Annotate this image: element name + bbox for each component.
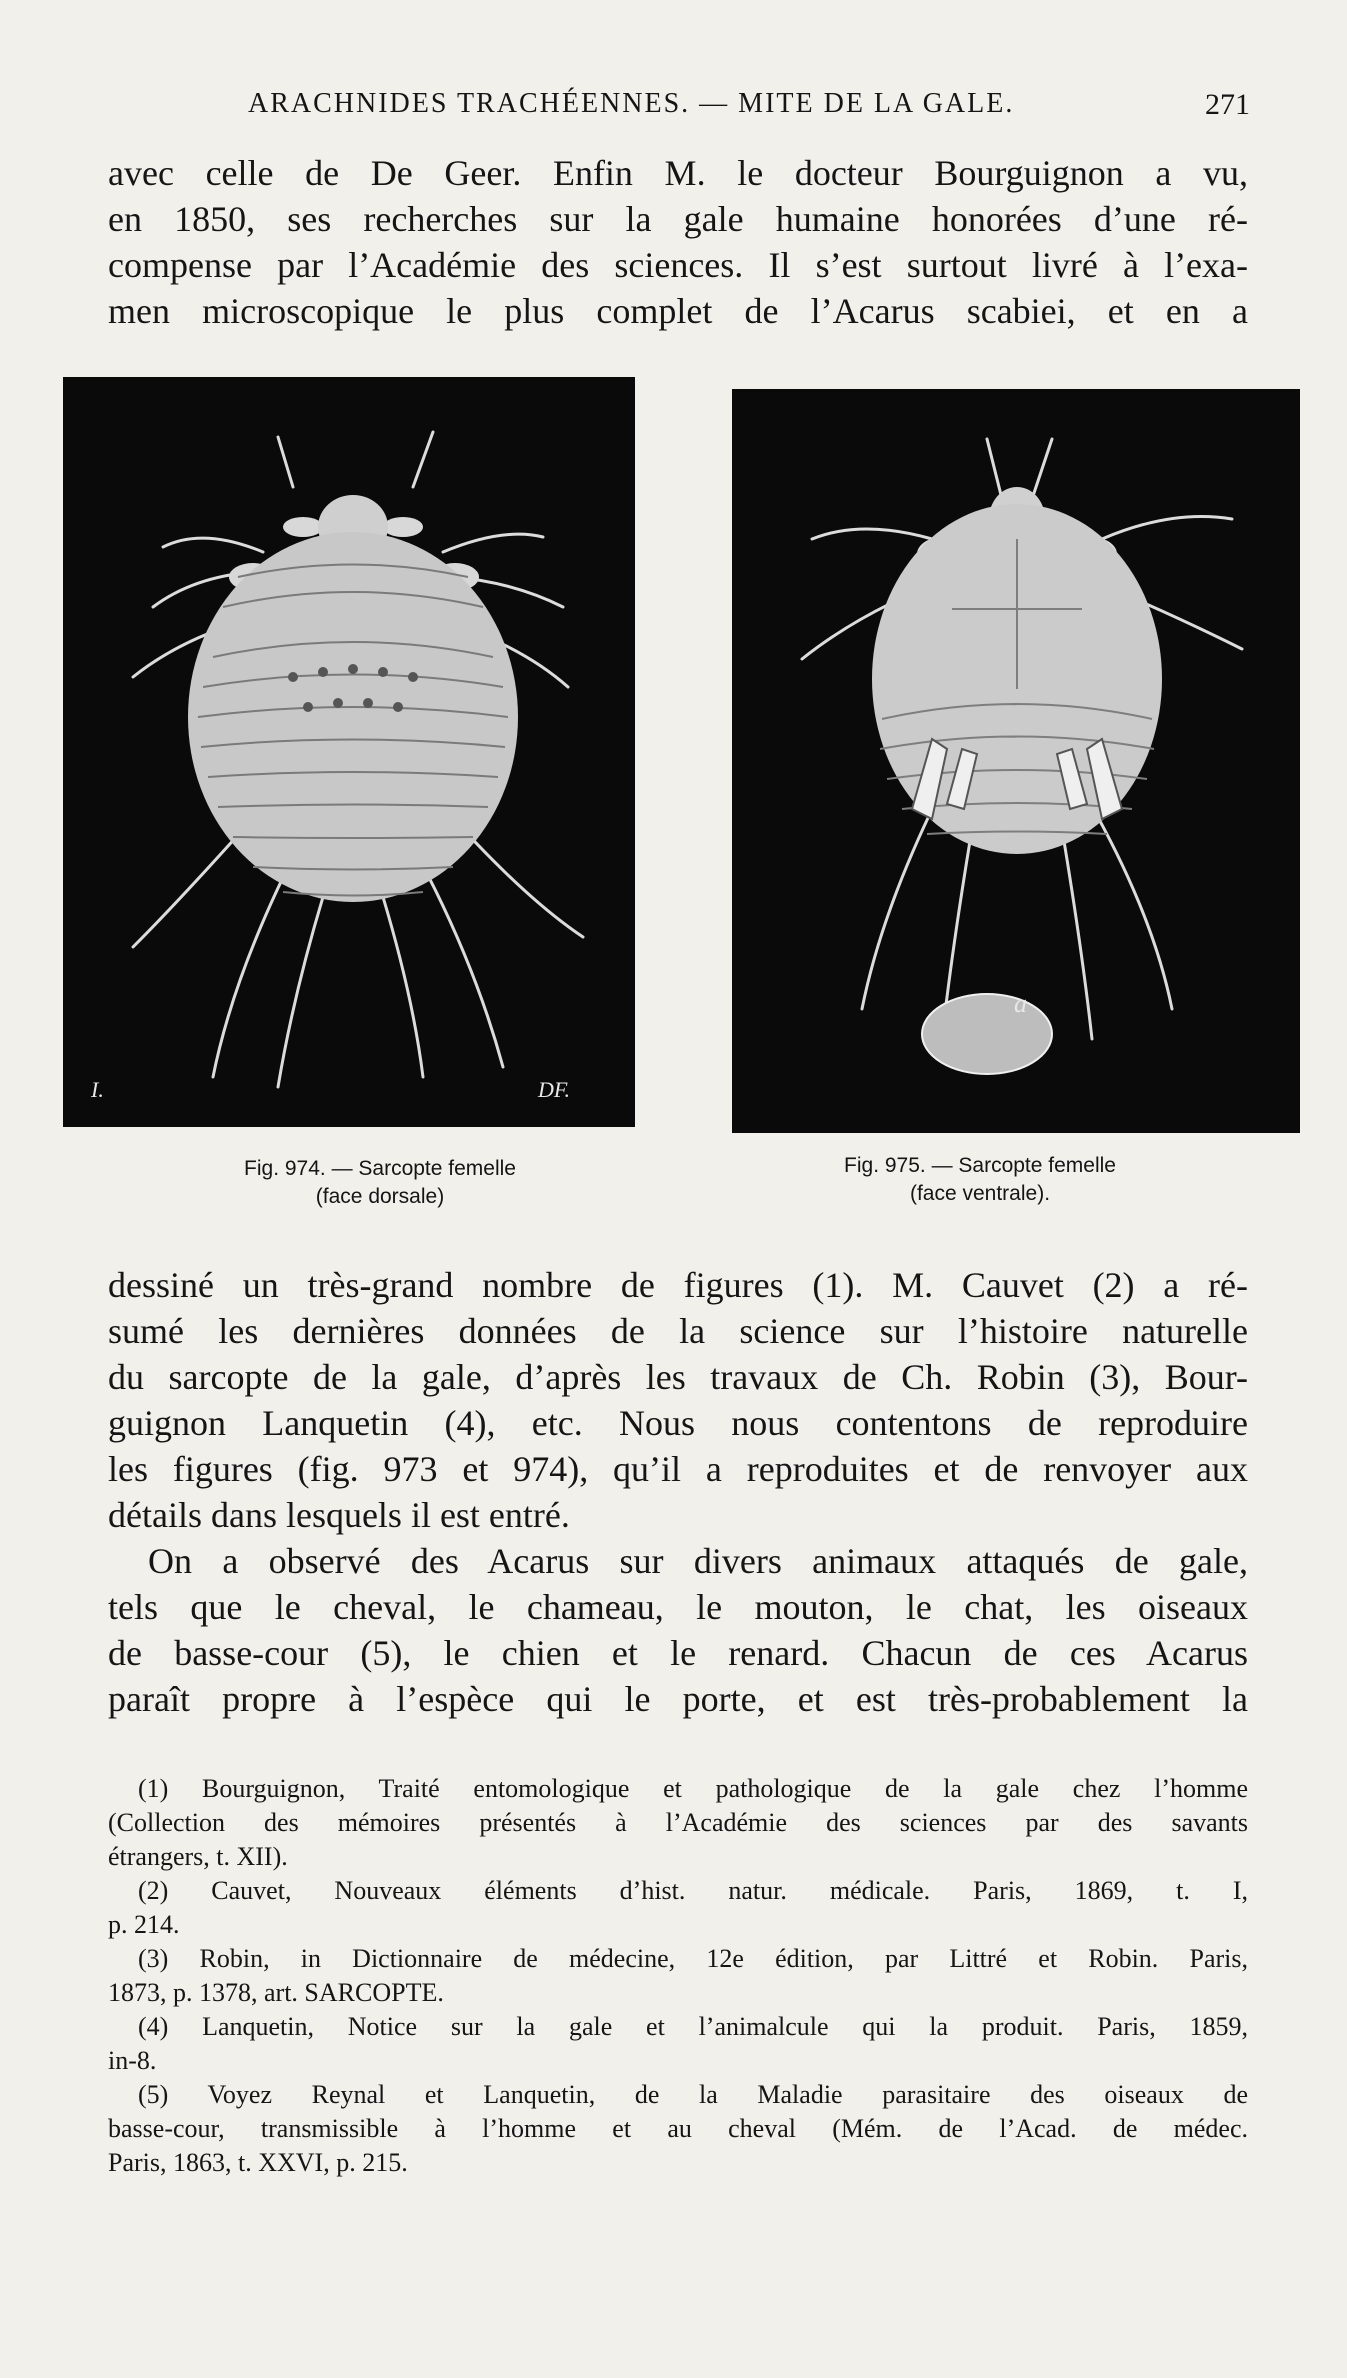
footnote-line: p. 214. [108,1910,180,1939]
caption-title: Fig. 975. — Sarcopte femelle [844,1154,1116,1177]
figure-975-illustration [732,389,1300,1133]
running-title: ARACHNIDES TRACHÉENNES. — MITE DE LA GALE. [248,88,1015,119]
caption-subtitle: (face dorsale) [315,1185,445,1208]
footnote-line: (1) Bourguignon, Traité entomologique et pathologique de la gale chez l’homme [138,1774,1248,1803]
caption-subtitle: (face ventrale). [909,1182,1051,1205]
text-line: avec celle de De Geer. Enfin M. le docteur Bourguignon a vu, [108,153,1248,193]
footnote-line: (3) Robin, in Dictionnaire de médecine, 12e édition, par Littré et Robin. Paris, [138,1944,1248,1973]
running-head [110,88,1250,128]
text-line: guignon Lanquetin (4), etc. Nous nous contentons de reproduire [108,1403,1248,1443]
page-number: 271 [1205,88,1250,121]
mite-dorsal-drawing [63,377,635,1127]
text-line: men microscopique le plus complet de l’Acarus scabiei, et en a [108,291,1248,331]
text-line: compense par l’Académie des sciences. Il s’est surtout livré à l’exa- [108,245,1248,285]
figure-975-caption [770,1152,1190,1208]
footnote-line: (2) Cauvet, Nouveaux éléments d’hist. natur. médicale. Paris, 1869, t. I, [138,1876,1248,1905]
text-line: en 1850, ses recherches sur la gale humaine honorées d’une ré- [108,199,1248,239]
footnote-line: étrangers, t. XII). [108,1842,288,1871]
text-line: détails dans lesquels il est entré. [108,1495,570,1535]
footnotes [108,1772,1248,2180]
engraver-mark-left: I. [91,1077,104,1102]
mite-ventral-drawing [732,389,1300,1133]
text-line: du sarcopte de la gale, d’après les travaux de Ch. Robin (3), Bour- [108,1357,1248,1397]
footnote-line: basse-cour, transmissible à l’homme et au cheval (Mém. de l’Acad. de médec. [108,2114,1248,2143]
text-line: tels que le cheval, le chameau, le mouton, le chat, les oiseaux [108,1587,1248,1627]
top-paragraph [108,150,1248,334]
egg-label: a [1014,989,1027,1018]
footnote-line: (4) Lanquetin, Notice sur la gale et l’animalcule qui la produit. Paris, 1859, [138,2012,1248,2041]
figure-974-caption [180,1155,580,1211]
footnote-line: Paris, 1863, t. XXVI, p. 215. [108,2148,408,2177]
footnote-line: (Collection des mémoires présentés à l’Académie des sciences par des savants [108,1808,1248,1837]
text-line: paraît propre à l’espèce qui le porte, et est très-probablement la [108,1679,1248,1719]
footnote-line: in-8. [108,2046,157,2075]
text-line: dessiné un très-grand nombre de figures (1). M. Cauvet (2) a ré- [108,1265,1248,1305]
caption-title: Fig. 974. — Sarcopte femelle [244,1157,516,1180]
text-line: sumé les dernières données de la science sur l’histoire naturelle [108,1311,1248,1351]
footnote-line: 1873, p. 1378, art. SARCOPTE. [108,1978,444,2007]
text-line: de basse-cour (5), le chien et le renard. Chacun de ces Acarus [108,1633,1248,1673]
footnote-line: (5) Voyez Reynal et Lanquetin, de la Maladie parasitaire des oiseaux de [138,2080,1248,2109]
figure-974-illustration [63,377,635,1127]
bottom-paragraph [108,1262,1248,1722]
text-line: On a observé des Acarus sur divers animaux attaqués de gale, [148,1541,1248,1581]
engraver-mark-right: DF. [538,1077,570,1102]
text-line: les figures (fig. 973 et 974), qu’il a reproduites et de renvoyer aux [108,1449,1248,1489]
